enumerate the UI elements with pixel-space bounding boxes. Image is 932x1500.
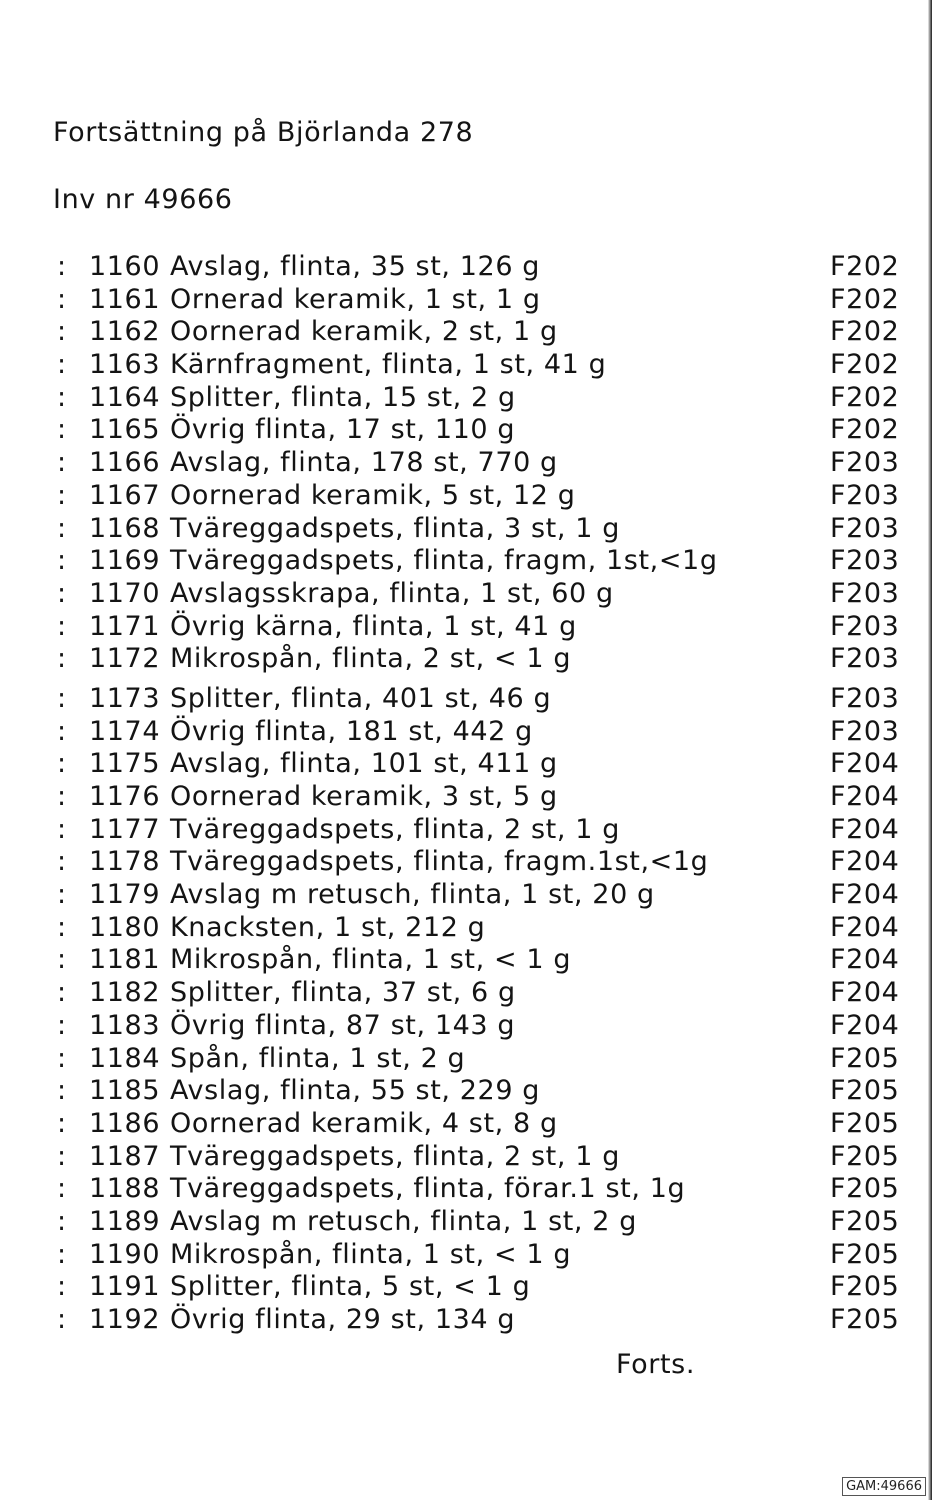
entry-code: F203 bbox=[830, 479, 900, 511]
entry-row bbox=[0, 382, 932, 415]
entry-code: F204 bbox=[830, 911, 900, 943]
entry-prefix: : bbox=[57, 283, 67, 315]
entry-code: F203 bbox=[830, 682, 900, 714]
entry-description: Oornerad keramik, 2 st, 1 g bbox=[170, 316, 558, 348]
entry-number: 1178 bbox=[89, 846, 161, 878]
entry-prefix: : bbox=[57, 512, 67, 544]
entry-code: F205 bbox=[830, 1075, 900, 1107]
entry-row bbox=[0, 251, 932, 284]
entry-description: Avslagsskrapa, flinta, 1 st, 60 g bbox=[170, 577, 614, 609]
entry-prefix: : bbox=[57, 610, 67, 642]
entry-prefix: : bbox=[57, 251, 67, 282]
entry-prefix: : bbox=[57, 911, 67, 943]
entry-prefix: : bbox=[57, 1107, 67, 1139]
entry-list bbox=[0, 251, 932, 1337]
entry-row bbox=[0, 1043, 932, 1076]
entry-description: Kärnfragment, flinta, 1 st, 41 g bbox=[170, 349, 607, 381]
entry-description: Avslag, flinta, 55 st, 229 g bbox=[170, 1075, 541, 1107]
entry-row bbox=[0, 284, 932, 317]
entry-code: F204 bbox=[830, 977, 900, 1009]
entry-number: 1182 bbox=[89, 977, 161, 1009]
entry-code: F205 bbox=[830, 1238, 900, 1270]
entry-code: F202 bbox=[830, 283, 900, 315]
entry-row bbox=[0, 977, 932, 1010]
entry-prefix: : bbox=[57, 1173, 67, 1205]
entry-prefix: : bbox=[57, 414, 67, 446]
entry-prefix: : bbox=[57, 846, 67, 878]
entry-description: Mikrospån, flinta, 2 st, < 1 g bbox=[170, 643, 572, 675]
entry-row bbox=[0, 1141, 932, 1174]
entry-row bbox=[0, 879, 932, 912]
entry-code: F205 bbox=[830, 1271, 900, 1303]
entry-number: 1179 bbox=[89, 879, 161, 911]
entry-row bbox=[0, 578, 932, 611]
entry-number: 1174 bbox=[89, 715, 161, 747]
entry-number: 1181 bbox=[89, 944, 161, 976]
entry-row bbox=[0, 1010, 932, 1043]
entry-description: Avslag, flinta, 178 st, 770 g bbox=[170, 447, 558, 479]
entry-description: Spån, flinta, 1 st, 2 g bbox=[170, 1042, 466, 1074]
entry-prefix: : bbox=[57, 381, 67, 413]
entry-number: 1165 bbox=[89, 414, 161, 446]
entry-prefix: : bbox=[57, 1205, 67, 1237]
entry-row bbox=[0, 611, 932, 644]
entry-row bbox=[0, 1075, 932, 1108]
entry-code: F205 bbox=[830, 1304, 900, 1335]
entry-prefix: : bbox=[57, 1304, 67, 1335]
entry-prefix: : bbox=[57, 682, 67, 714]
entry-number: 1186 bbox=[89, 1107, 161, 1139]
entry-number: 1166 bbox=[89, 447, 161, 479]
document-title: Fortsättning på Björlanda 278 bbox=[53, 117, 474, 148]
entry-code: F204 bbox=[830, 1009, 900, 1041]
entry-description: Mikrospån, flinta, 1 st, < 1 g bbox=[170, 1238, 572, 1270]
entry-code: F202 bbox=[830, 251, 900, 282]
entry-description: Tväreggadspets, flinta, 2 st, 1 g bbox=[170, 1140, 620, 1172]
entry-code: F203 bbox=[830, 715, 900, 747]
entry-description: Avslag m retusch, flinta, 1 st, 2 g bbox=[170, 1205, 637, 1237]
entry-prefix: : bbox=[57, 781, 67, 812]
entry-row bbox=[0, 447, 932, 480]
entry-row bbox=[0, 846, 932, 879]
entry-code: F205 bbox=[830, 1107, 900, 1139]
entry-code: F204 bbox=[830, 944, 900, 976]
entry-code: F204 bbox=[830, 748, 900, 780]
entry-description: Övrig flinta, 17 st, 110 g bbox=[170, 414, 516, 446]
entry-code: F203 bbox=[830, 512, 900, 544]
entry-code: F204 bbox=[830, 781, 900, 812]
entry-row bbox=[0, 545, 932, 578]
entry-prefix: : bbox=[57, 447, 67, 479]
entry-code: F205 bbox=[830, 1140, 900, 1172]
entry-number: 1192 bbox=[89, 1304, 161, 1335]
entry-code: F203 bbox=[830, 610, 900, 642]
entry-prefix: : bbox=[57, 715, 67, 747]
entry-prefix: : bbox=[57, 545, 67, 577]
entry-number: 1191 bbox=[89, 1271, 161, 1303]
entry-prefix: : bbox=[57, 748, 67, 780]
entry-row bbox=[0, 814, 932, 847]
entry-number: 1160 bbox=[89, 251, 161, 282]
entry-description: Tväreggadspets, flinta, fragm, 1st,<1g bbox=[170, 545, 718, 577]
continuation-note: Forts. bbox=[616, 1349, 696, 1380]
entry-description: Avslag m retusch, flinta, 1 st, 20 g bbox=[170, 879, 655, 911]
entry-prefix: : bbox=[57, 316, 67, 348]
entry-row bbox=[0, 316, 932, 349]
entry-code: F203 bbox=[830, 643, 900, 675]
entry-code: F204 bbox=[830, 879, 900, 911]
entry-description: Ornerad keramik, 1 st, 1 g bbox=[170, 283, 541, 315]
entry-description: Tväreggadspets, flinta, 3 st, 1 g bbox=[170, 512, 620, 544]
entry-prefix: : bbox=[57, 1042, 67, 1074]
entry-description: Avslag, flinta, 35 st, 126 g bbox=[170, 251, 541, 282]
entry-number: 1177 bbox=[89, 813, 161, 845]
entry-description: Avslag, flinta, 101 st, 411 g bbox=[170, 748, 558, 780]
entry-number: 1190 bbox=[89, 1238, 161, 1270]
entry-row bbox=[0, 643, 932, 676]
entry-code: F205 bbox=[830, 1173, 900, 1205]
entry-prefix: : bbox=[57, 1238, 67, 1270]
archive-stamp: GAM:49666 bbox=[842, 1477, 926, 1496]
entry-number: 1164 bbox=[89, 381, 161, 413]
entry-prefix: : bbox=[57, 577, 67, 609]
entry-number: 1184 bbox=[89, 1042, 161, 1074]
entry-prefix: : bbox=[57, 879, 67, 911]
entry-prefix: : bbox=[57, 1009, 67, 1041]
entry-description: Mikrospån, flinta, 1 st, < 1 g bbox=[170, 944, 572, 976]
entry-number: 1163 bbox=[89, 349, 161, 381]
entry-code: F202 bbox=[830, 316, 900, 348]
entry-description: Oornerad keramik, 4 st, 8 g bbox=[170, 1107, 558, 1139]
entry-description: Splitter, flinta, 5 st, < 1 g bbox=[170, 1271, 531, 1303]
entry-code: F203 bbox=[830, 545, 900, 577]
entry-number: 1189 bbox=[89, 1205, 161, 1237]
entry-row bbox=[0, 1206, 932, 1239]
entry-number: 1169 bbox=[89, 545, 161, 577]
entry-row bbox=[0, 1239, 932, 1272]
entry-description: Tväreggadspets, flinta, förar.1 st, 1g bbox=[170, 1173, 686, 1205]
entry-number: 1188 bbox=[89, 1173, 161, 1205]
entry-row bbox=[0, 480, 932, 513]
entry-number: 1171 bbox=[89, 610, 161, 642]
entry-description: Splitter, flinta, 15 st, 2 g bbox=[170, 381, 516, 413]
entry-prefix: : bbox=[57, 1140, 67, 1172]
entry-number: 1180 bbox=[89, 911, 161, 943]
entry-code: F205 bbox=[830, 1205, 900, 1237]
entry-description: Tväreggadspets, flinta, 2 st, 1 g bbox=[170, 813, 620, 845]
entry-row bbox=[0, 683, 932, 716]
entry-prefix: : bbox=[57, 813, 67, 845]
entry-prefix: : bbox=[57, 977, 67, 1009]
entry-number: 1175 bbox=[89, 748, 161, 780]
entry-description: Tväreggadspets, flinta, fragm.1st,<1g bbox=[170, 846, 709, 878]
entry-prefix: : bbox=[57, 643, 67, 675]
entry-code: F202 bbox=[830, 414, 900, 446]
entry-row bbox=[0, 513, 932, 546]
entry-number: 1172 bbox=[89, 643, 161, 675]
entry-description: Övrig flinta, 29 st, 134 g bbox=[170, 1304, 516, 1335]
entry-number: 1167 bbox=[89, 479, 161, 511]
entry-number: 1183 bbox=[89, 1009, 161, 1041]
entry-row bbox=[0, 414, 932, 447]
entry-prefix: : bbox=[57, 349, 67, 381]
entry-number: 1187 bbox=[89, 1140, 161, 1172]
entry-number: 1161 bbox=[89, 283, 161, 315]
entry-code: F205 bbox=[830, 1042, 900, 1074]
entry-code: F202 bbox=[830, 381, 900, 413]
entry-row bbox=[0, 716, 932, 749]
entry-code: F202 bbox=[830, 349, 900, 381]
entry-code: F204 bbox=[830, 846, 900, 878]
entry-number: 1170 bbox=[89, 577, 161, 609]
entry-description: Oornerad keramik, 3 st, 5 g bbox=[170, 781, 558, 812]
entry-row bbox=[0, 1271, 932, 1304]
entry-row bbox=[0, 349, 932, 382]
entry-code: F203 bbox=[830, 447, 900, 479]
entry-row bbox=[0, 912, 932, 945]
entry-prefix: : bbox=[57, 1271, 67, 1303]
entry-row bbox=[0, 1108, 932, 1141]
entry-description: Knacksten, 1 st, 212 g bbox=[170, 911, 486, 943]
entry-prefix: : bbox=[57, 1075, 67, 1107]
entry-row bbox=[0, 781, 932, 814]
inventory-number: Inv nr 49666 bbox=[53, 184, 233, 215]
entry-prefix: : bbox=[57, 479, 67, 511]
entry-code: F203 bbox=[830, 577, 900, 609]
entry-row bbox=[0, 1304, 932, 1337]
entry-description: Oornerad keramik, 5 st, 12 g bbox=[170, 479, 576, 511]
entry-code: F204 bbox=[830, 813, 900, 845]
entry-number: 1162 bbox=[89, 316, 161, 348]
entry-row bbox=[0, 748, 932, 781]
entry-description: Övrig flinta, 181 st, 442 g bbox=[170, 715, 533, 747]
entry-row bbox=[0, 1173, 932, 1206]
entry-number: 1168 bbox=[89, 512, 161, 544]
entry-description: Splitter, flinta, 401 st, 46 g bbox=[170, 682, 552, 714]
entry-number: 1176 bbox=[89, 781, 161, 812]
entry-row bbox=[0, 944, 932, 977]
entry-description: Övrig kärna, flinta, 1 st, 41 g bbox=[170, 610, 577, 642]
entry-description: Splitter, flinta, 37 st, 6 g bbox=[170, 977, 516, 1009]
entry-prefix: : bbox=[57, 944, 67, 976]
entry-description: Övrig flinta, 87 st, 143 g bbox=[170, 1009, 516, 1041]
entry-number: 1185 bbox=[89, 1075, 161, 1107]
entry-number: 1173 bbox=[89, 682, 161, 714]
